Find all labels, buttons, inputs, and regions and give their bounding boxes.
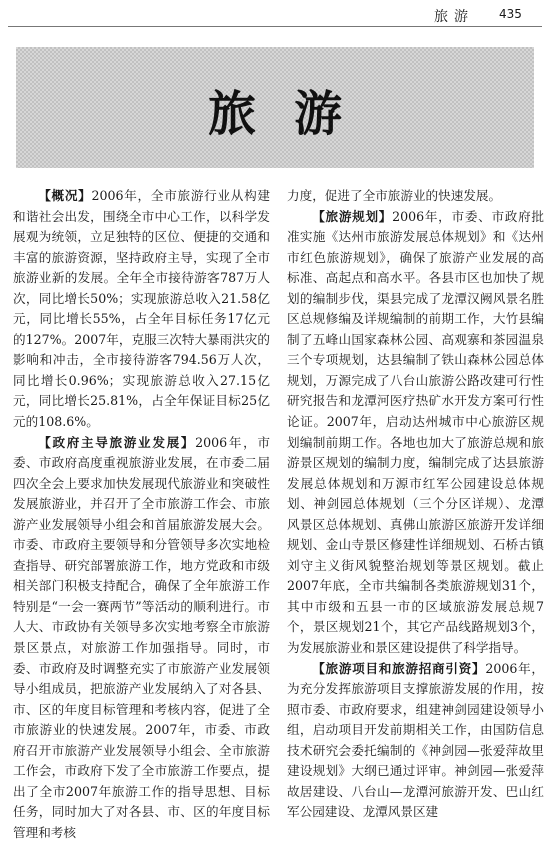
right-column	[287, 186, 544, 820]
section-label-overview: 【概况】	[38, 188, 92, 203]
chapter-title: 旅游	[207, 86, 380, 142]
paragraph-tourism-projects	[287, 659, 544, 823]
running-header	[0, 0, 550, 28]
paragraph-overview	[13, 186, 270, 433]
section-label-government-led: 【政府主导旅游业发展】	[38, 434, 196, 450]
paragraph-tourism-projects-text: 2006年，为充分发挥旅游项目支撑旅游发展的作用，按照市委、市政府要求，组建神剑园建设领导小组，启动项目开发前期相关工作，由国防信息技术研究会委托编制的《神剑园—张爱萍故里建设规划》大纲已通过评审。神剑园—张爱萍故居建设、八台山—龙潭河旅游开发、巴山红军公园建设、龙潭风景区建	[287, 660, 544, 820]
left-column	[13, 186, 271, 840]
paragraph-tourism-planning	[287, 207, 544, 659]
paragraph-government-led-text: 2006年，市委、市政府高度重视旅游业发展，在市委二届四次全会上要求加快发展现代旅游业和突破性发展旅游业，并召开了全市旅游工作会、市旅游产业发展领导小组会和首届旅游发展大会。市委、市政府主要领导和分管领导多次实地检查指导、研究部署旅游工作，地方党政和市级相关部门积极支持配合，确保了全年旅游工作特别是“一会一赛两节”等活动的顺利进行。市人大、市政协有关领导多次实地考察全市旅游景区景点，对旅游工作加强指导。同时，市委、市政府及时调整充实了市旅游产业发展领导小组成员，把旅游产业发展纳入了对各县、市、区的年度目标管理和考核内容，促进了全市旅游业的快速发展。2007年，市委、市政府召开市旅游产业发展领导小组会、全市旅游工作会，市政府下发了全市旅游工作要点，提出了全市2007年旅游工作的指导思想、目标任务，同时加大了对各县、市、区的年度目标管理和考核	[13, 434, 270, 840]
paragraph-government-led	[13, 433, 270, 844]
chapter-banner	[16, 47, 534, 168]
paragraph-continued: 力度，促进了全市旅游业的快速发展。	[287, 188, 502, 203]
running-header-section: 旅游	[434, 9, 474, 25]
section-label-tourism-planning: 【旅游规划】	[312, 208, 393, 224]
page-number: 435	[499, 7, 522, 21]
paragraph-overview-text: 2006年，全市旅游行业从构建和谐社会出发，围绕全市中心工作，以科学发展观为统领，立足独特的区位、便捷的交通和丰富的旅游资源，坚持政府主导，实现了全市旅游业新的发展。全年全市接待游客787万人次，同比增长50%；实现旅游总收入21.58亿元，同比增长55%，占全年目标任务17亿元的127%。2007年，克服三次特大暴雨洪灾的影响和冲击，全市接待游客794.56万人次，同比增长0.96%；实现旅游总收入27.15亿元，同比增长25.81%，占全年保证目标25亿元的108.6%。	[13, 188, 271, 430]
paragraph-tourism-planning-text: 2006年，市委、市政府批准实施《达州市旅游发展总体规划》和《达州市红色旅游规划》，确保了旅游产业发展的高标准、高起点和高水平。各县市区也加快了规划的编制步伐，渠县完成了龙潭汉阙风景名胜区总规修编及详规编制的前期工作，大竹县编制了五峰山国家森林公园、高观寨和茶园温泉三个专项规划，达县编制了铁山森林公园总体规划，万源完成了八台山旅游公路改建可行性研究报告和龙潭河医疗热矿水开发方案可行性论证。2007年，启动达州城市中心旅游区规划编制前期工作。各地也加大了旅游总规和旅游景区规划的编制力度，编制完成了达县旅游发展总体规划和万源市红军公园建设总体规划、神剑园总体规划（三个分区详规）、龙潭风景区总体规划、真佛山旅游区旅游开发详细规划、金山寺景区修建性详细规划、石桥古镇刘守主义街风貌整治规划等景区规划。截止2007年底，全市共编制各类旅游规划31个，其中市级和五县一市的区域旅游发展总规7个，景区规划21个，其它产品线路规划3个，为发展旅游业和景区建设提供了科学指导。	[287, 208, 544, 656]
header-rule	[8, 26, 542, 27]
section-label-tourism-projects: 【旅游项目和旅游招商引资】	[312, 660, 486, 676]
